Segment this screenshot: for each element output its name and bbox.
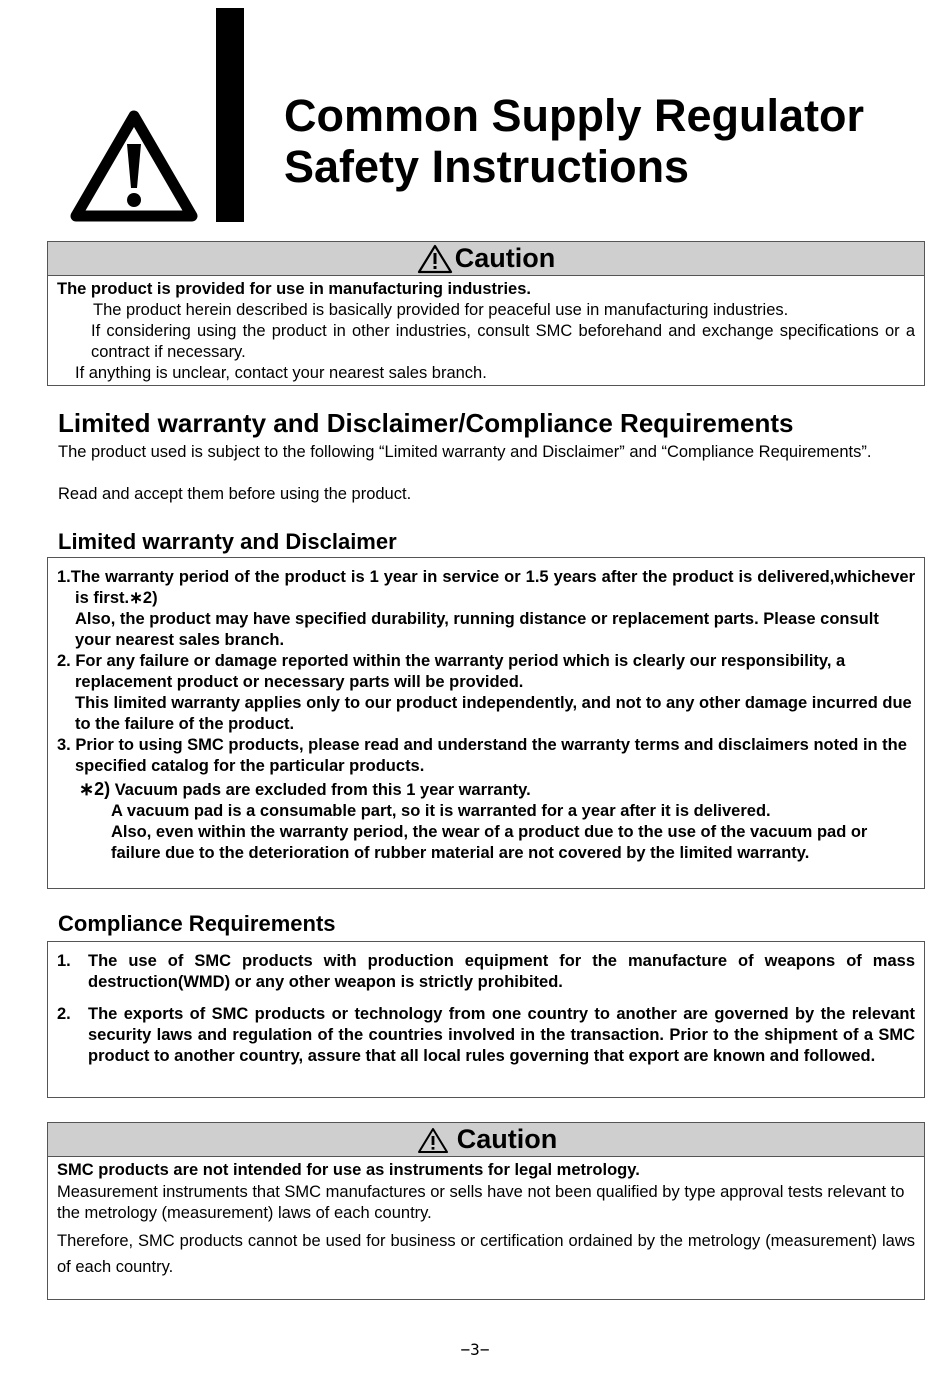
document-title: [284, 90, 864, 192]
section-intro: The product used is subject to the following “Limited warranty and Disclaimer” and “Compliance Requirements”.: [58, 443, 872, 461]
caution-title: Caution: [456, 1124, 558, 1154]
section-title-compliance: Compliance Requirements: [58, 911, 336, 936]
caution-box-industries: [47, 241, 925, 386]
title-line-2: Safety Instructions: [284, 141, 690, 192]
section-title-limited-warranty: Limited warranty and Disclaimer/Compliance Requirements: [58, 408, 794, 438]
warranty-note-line: A vacuum pad is a consumable part, so it is warranted for a year after it is delivered.: [111, 802, 771, 820]
warranty-note: [57, 779, 915, 801]
note-text: Vacuum pads are excluded from this 1 year warranty.: [114, 781, 531, 799]
page-number: −3−: [460, 1340, 490, 1359]
warning-triangle-icon: [70, 108, 198, 224]
caution-line: Measurement instruments that SMC manufactures or sells have not been qualified by type approval tests relevant to the metrology (measurement) laws of each country.: [57, 1183, 905, 1222]
caution-lead: SMC products are not intended for use as instruments for legal metrology.: [57, 1161, 640, 1179]
item-number: 2.: [57, 1005, 71, 1023]
caution-box-metrology: [47, 1122, 925, 1300]
item-text: The use of SMC products with production equipment for the manufacture of weapons of mass destruction(WMD) or any other weapon is strictly prohibited.: [88, 952, 915, 991]
compliance-item: [57, 1004, 915, 1067]
compliance-box: [47, 941, 925, 1098]
caution-header: [48, 1123, 924, 1157]
warranty-item-2-detail: This limited warranty applies only to our product independently, and not to any other damage incurred due to the failure of the product.: [75, 694, 912, 733]
warranty-item-2: 2. For any failure or damage reported within the warranty period which is clearly our responsibility, a replacement product or necessary parts will be provided.: [57, 652, 846, 691]
warranty-item-1: 1.The warranty period of the product is 1 year in service or 1.5 years after the product is delivered,whichever is first.∗2): [57, 568, 915, 607]
header-bar: [216, 8, 244, 222]
item-number: 1.: [57, 952, 71, 970]
warranty-note-line: Also, even within the warranty period, the wear of a product due to the use of the vacuum pad or failure due to the deterioration of rubber material are not covered by the limited warranty.: [111, 823, 868, 862]
caution-line: Therefore, SMC products cannot be used for business or certification ordained by the metrology (measurement) laws of each country.: [57, 1232, 915, 1276]
warranty-item-3: 3. Prior to using SMC products, please read and understand the warranty terms and disclaimers noted in the specified catalog for the particular products.: [57, 736, 907, 775]
warning-triangle-icon: [415, 1125, 451, 1155]
title-line-1: Common Supply Regulator: [284, 90, 865, 141]
caution-line: The product herein described is basically provided for peaceful use in manufacturing industries.: [93, 301, 789, 319]
warranty-item-1-detail: Also, the product may have specified durability, running distance or replacement parts. Please consult your nearest sales branch.: [75, 610, 879, 649]
section-intro-2: Read and accept them before using the product.: [58, 485, 412, 503]
caution-line: If anything is unclear, contact your nearest sales branch.: [75, 364, 487, 382]
warranty-box: [47, 557, 925, 889]
compliance-item: [57, 951, 915, 993]
item-text: The exports of SMC products or technology from one country to another are governed by the relevant security laws and regulation of the countries involved in the transaction. Prior to the shipment of a SMC product to another country, assure that all local rules governing that export are known and followed.: [88, 1005, 915, 1065]
caution-line: If considering using the product in other industries, consult SMC beforehand and exchange specifications or a contract if necessary.: [91, 322, 915, 361]
warning-triangle-icon: [417, 244, 453, 274]
caution-header: [48, 242, 924, 276]
section-title-warranty: Limited warranty and Disclaimer: [58, 529, 397, 554]
note-mark: ∗2): [79, 779, 111, 799]
caution-lead: The product is provided for use in manufacturing industries.: [57, 280, 531, 298]
caution-title: Caution: [454, 243, 556, 273]
